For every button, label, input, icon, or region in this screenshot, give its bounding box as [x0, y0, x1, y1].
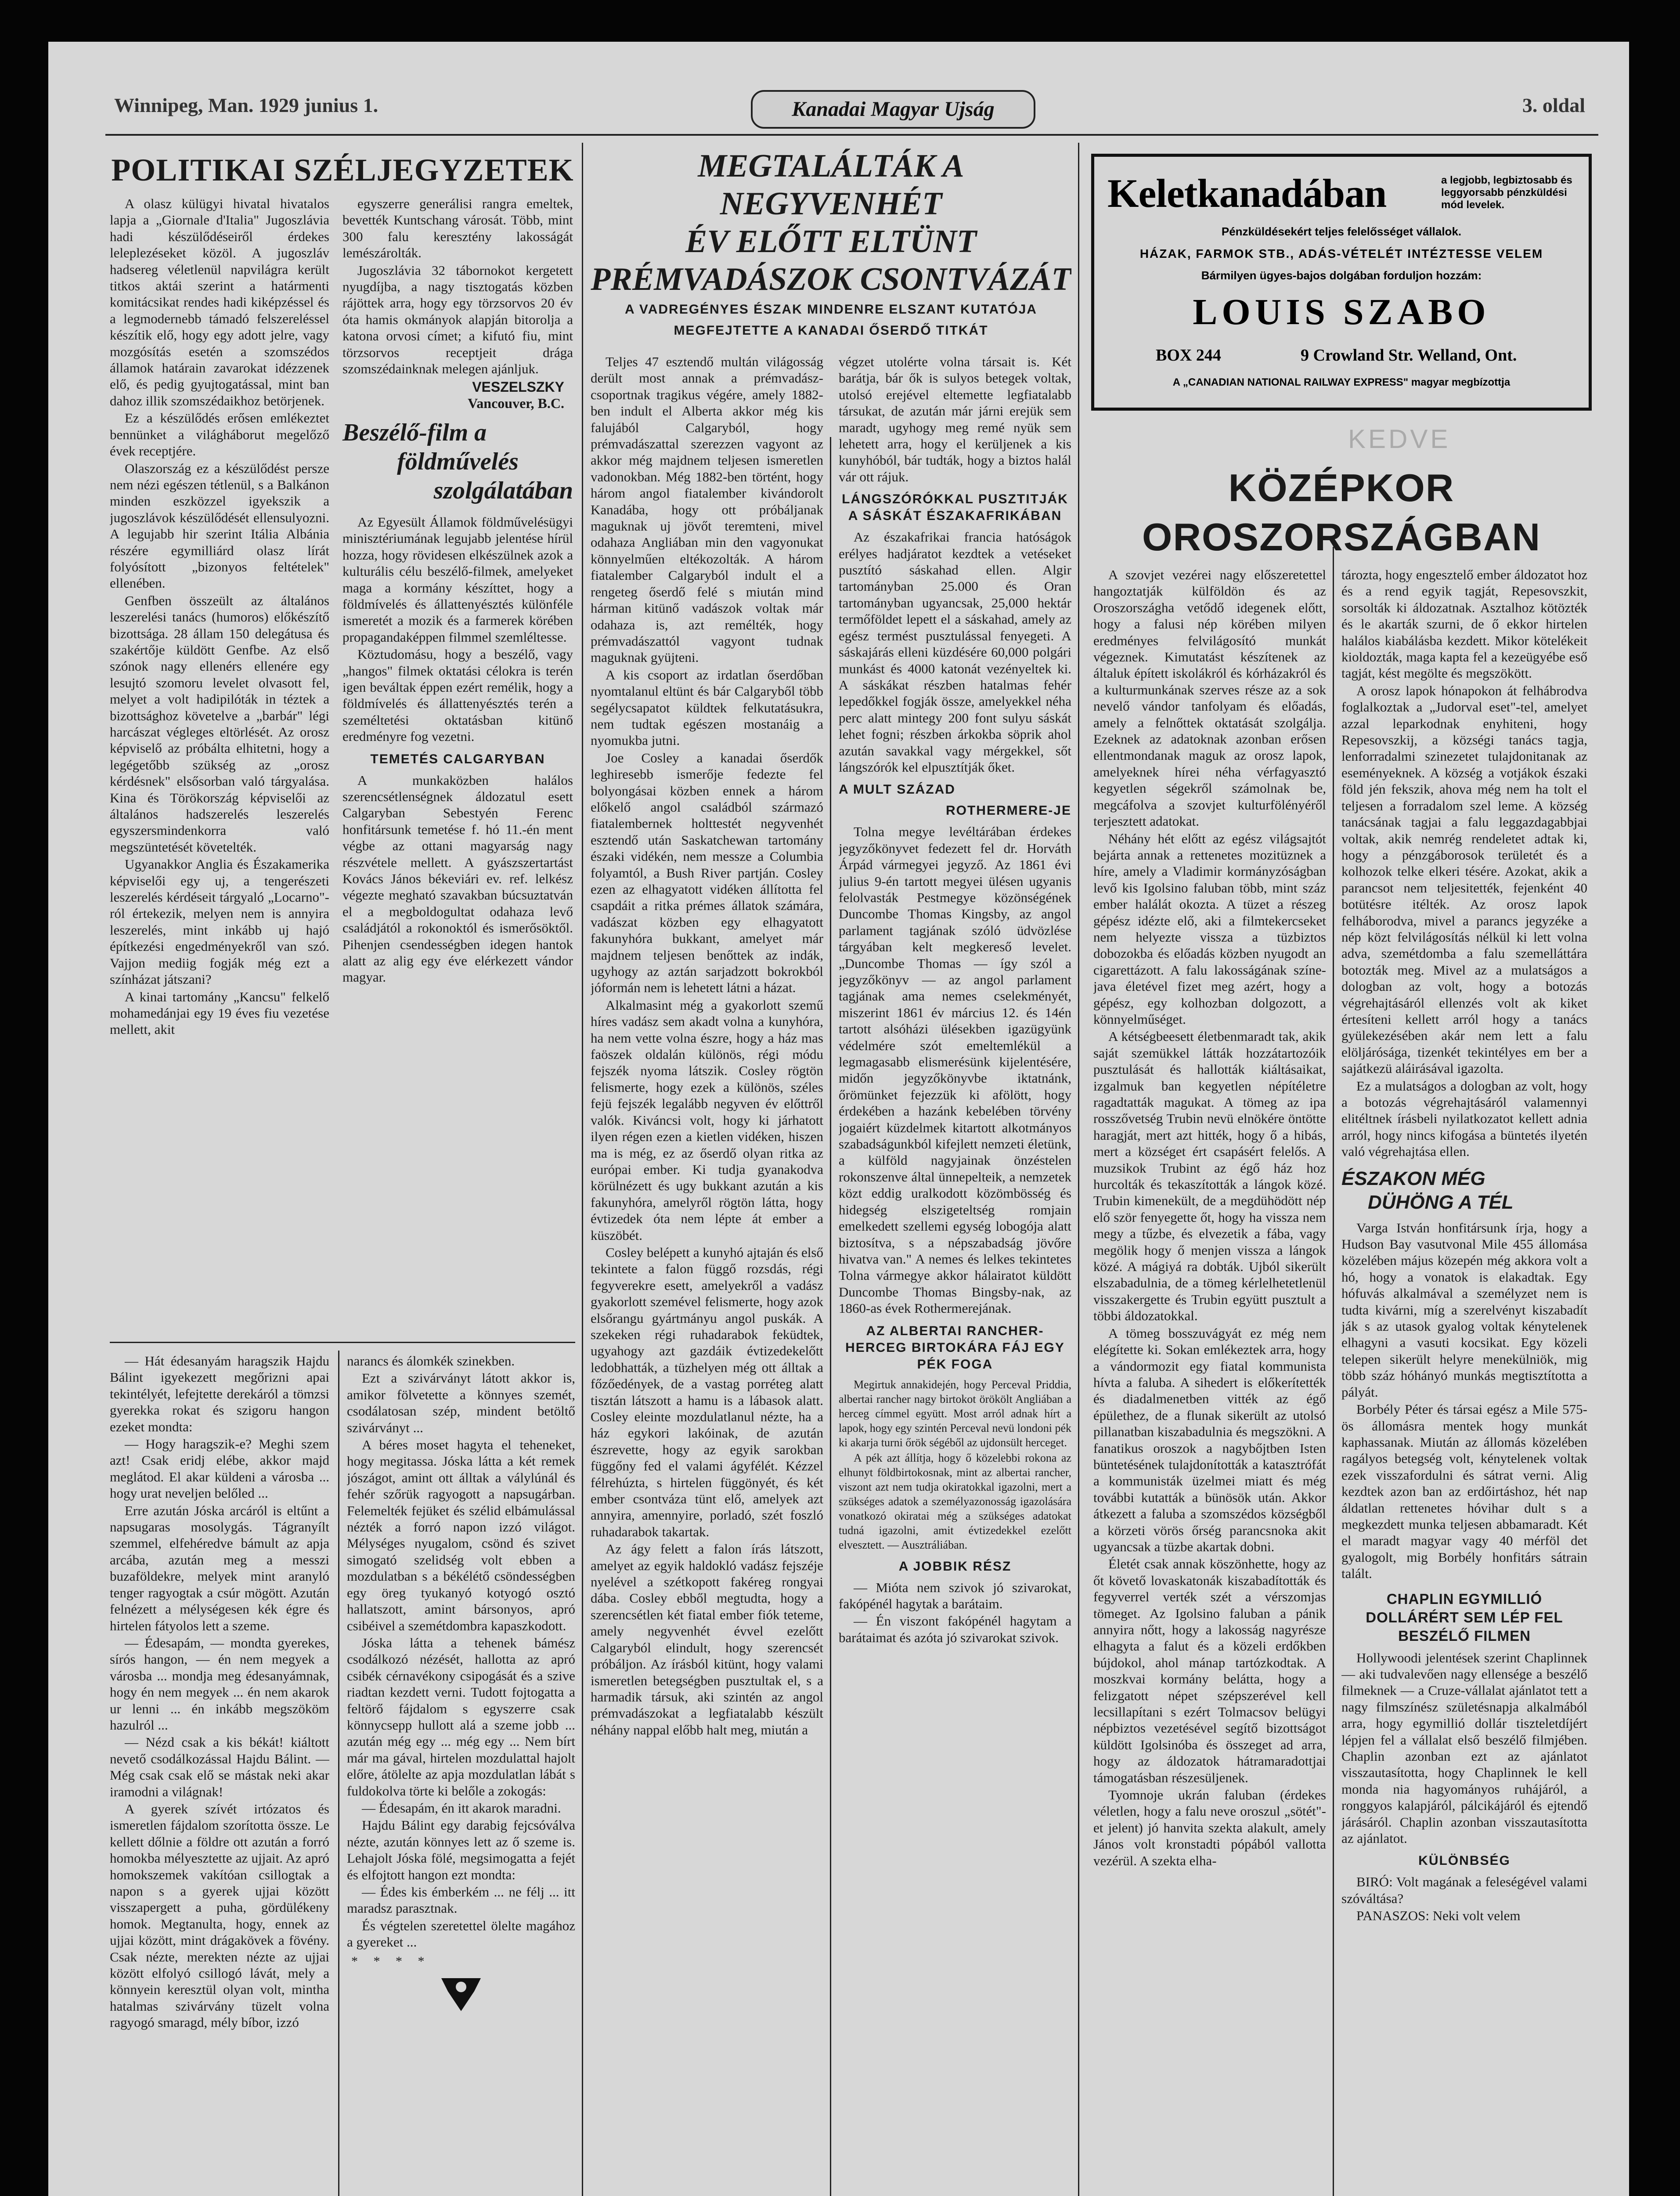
paragraph: Ugyanakkor Anglia és Északamerika képviselői egy uj, a tengerészeti leszerelés kérdéseit tárgyaló „Locarno"-ról értekezik, melyen nem is annyira leszerelés, mint inkább uj hajó építkezési engedményekről van szó. Vajjon mediig fogják még ezt a színházat játszani? — [110, 856, 329, 987]
column-5 — [1093, 567, 1326, 2196]
paragraph: Az Egyesült Államok földművelésügyi minisztériumának legujabb jelentése hírül hozza, hogy rövidesen elkészülnek azok a kulturális célu beszélő-filmek, amelyeket maga a kormány készíttet, hogy a földmívelés és állattenyésztés különféle ismeretét a mozik és a farmerek körében propagandaképpen filmmel szemléltesse. — [342, 514, 573, 645]
section-divider — [110, 1342, 575, 1343]
paragraph: A orosz lapok hónapokon át felhábrodva foglalkoztak a „Judorval eset"-tel, amelyet azzal leparkodnak enyhiteni, hogy Repesovszkij, a községi tanács tagja, lenforradalmi szinezetet tulajdonitanak az eseményeknek. A község a votjákok északi föld jén fekszik, ahova még nem ha tolt el teljesen a forradalom szel leme. A község tanácsának tagjai a falu leggazdagabbjai voltak, akik nemrég rendeletet adtak ki, hogy a pénzgáborosok területét és a kolhozok telke elkeri tésére. Azokat, akik a parancsot nem teljesitették, fejenként 40 botütésre itélték. Az orosz lapok felháborodva, mivel a parancs jegyzéke a nép közt felvilágosítás nélkül ki lett volna adva, szemétdomba a falu szemelláttára botozták meg. Mivel az a mulatságos a dologban az volt, hogy a botozás végrehajtásáról ellenzés volt ak kiket értesíteni kellett arról hogy a tanács gyülekezésében akár nem lett a falu elöljárósága, tizenkét tekintélyes em ber a sajátkezü aláirásával igazolta. — [1341, 683, 1587, 1076]
column-rule — [582, 143, 583, 2196]
column-politikai — [110, 152, 575, 1342]
paragraph: — Édesapám, — mondta gyerekes, sírós hangon, — én nem megyek a városba ... mondja meg édesanyámnak, hogy én nem megyek ... én nem akarok ur lenni ... én inkább megszököm hazulról ... — [110, 1635, 329, 1733]
section-title-albertai: AZ ALBERTAI RANCHER-HERCEG BIRTOKÁRA FÁJ EGY PÉK FOGA — [845, 1323, 1065, 1372]
paragraph: A olasz külügyi hivatal hivatalos lapja a „Giornale d'Italia" Jugoszlávia hadi készülődéseiről érdekes leleplezéseket közöl. A jugoszláv hadsereg véletlenül napvilágra került titkos aktái szerint a határmenti komitácsikat rendes hadi kiképzéssel és a legmodernebb támadó felszereléssel készítik elő, hogy egy adott jelre, vagy mozgósítás esetén a szomszédos államok határain zavarokat idézzenek elő, és pedig gyujtogatással, mint ban dahoz illik szomszédaikhoz betörjenek. — [110, 196, 329, 408]
headline-beszelo-film — [342, 418, 573, 505]
paragraph: A tömeg bosszuvágyát ez még nem elégítette ki. Sokan emlékeztek arra, hogy a vándormozit egy fiatal kommunista hívta a faluba. A sihedert is előkerítették és diadalmenetben vitték az égő épülethez, de a flunak sikerült az utolsó pillanatban kiszabadulnia és megszökni. A fanatikus oroszok a nagybőjtben Isten büntetésének tulajdonították a katasztrófát a kommunisták üzelmei miatt és még további kutatták a bünösök után. Akkor átkezett a faluba a szomszédos községből a körzeti vörös őrség parancsnoka akit ugyancsak a tüzbe akartak dobni. — [1093, 1325, 1326, 1554]
paragraph: És végtelen szeretettel ölelte magához a gyereket ... — [347, 1918, 575, 1950]
paragraph: — Hogy haragszik-e? Meghi szem azt! Csak eridj elébe, akkor majd meglátod. El akar küldeni a városba ... hogy urat neveljen belőled ... — [110, 1436, 329, 1501]
paragraph: Néhány hét előtt az egész világsajtót bejárta annak a rettenetes mozitüznek a híre, amely a Vladimir kormányzóságban levő kis Igolsino faluban több, mint száz ember halálát okozta. A tüzet a részeg gépész idézte elő, aki a filmtekercseket nem helyezte vissza a tüzbiztos dobozokba és előadás közben nyugodt an cigarettázott. A falu lakosságának színe-java életével fizet meg azért, hogy a gépész, egy kolhozban dolgozott, a könnyelműséget. — [1093, 831, 1326, 1027]
paragraph: Az északafrikai francia hatóságok erélyes hadjáratot kezdtek a vetéseket pusztító sáskahad ellen. Algir tartományban 25.000 és Oran tartományban ugyancsak, 25,000 hektár termőföldet lepett el a sáskahad, amely az egész termést pusztulással fenyegeti. A sáskajárás elleni küzdésére 60,000 polgári munkást és 4000 katonát vezényeltek ki. A sáskákat részben hatalmas fehér lepedőkkel fogják össze, amelyekkel néha perc alatt mintegy 200 font sulyu sáskát lehet fogni; részben árkokba söprik ahol azután savakkal vagy mérgekkel, sőt lángszórók kel elpusztítják őket. — [839, 529, 1071, 775]
column-6 — [1341, 567, 1587, 2196]
headline-line: Beszélő-film a — [342, 419, 487, 446]
paragraph: Varga István honfitársunk írja, hogy a Hudson Bay vasutvonal Mile 455 állomása közelében május közepén még akkora volt a hó, hogy a vonatok is elakadtak. Egy hófuvás alkalmával a személyzet nem is tudta kivárni, míg a szerelvényt kiszabadít ják s az utasok gyalog voltak kénytelenek elhagyni a vasuti kocsikat. Egy közeli telepen sikerült helyre menekülniök, mig több száz hóhányó munkás megtisztította a pályát. — [1341, 1220, 1587, 1400]
politikai-left — [110, 195, 329, 1039]
paragraph: A gyerek szívét irtózatos és ismeretlen fájdalom szorította össze. Le kellett dőlnie a földre ott azután a forró homokba mélyesztette az ujjait. Az apró homokszemek vakítóan csillogtak a napon s a gyerek ujjai között visszapergett a puha, gördülékeny homok. Megtanulta, hogy, ennek az ujjai között, mint drágakövek a fövény. Csak nézte, merekten nézte az ujjai között elfolyó csillogó lávát, mely a könnyein keresztül olyan volt, mintha hatalmas szivárvány tüzelt volna ragyogó smaragd, mély bíbor, izzó — [110, 1801, 329, 2030]
paragraph: Ezt a szivárványt látott akkor is, amikor fölvetette a könnyes szemét, csodálatosan szép, mindent betöltő szivárványt ... — [347, 1370, 575, 1435]
section-title-temetes: TEMETÉS CALGARYBAN — [370, 751, 545, 766]
subheadline: A VADREGÉNYES ÉSZAK MINDENRE ELSZANT KUTATÓJA — [625, 302, 1037, 317]
ad-tagline: a legjobb, legbiztosabb és leggyorsabb pénzküldési mód levelek. — [1441, 174, 1572, 211]
section-title-mult: A MULT SZÁZAD — [839, 782, 955, 797]
signature-place: Vancouver, B.C. — [468, 395, 564, 412]
dateline: Winnipeg, Man. 1929 junius 1. — [114, 94, 379, 116]
headline-line: MEGTALÁLTÁK A NEGYVENHÉT — [698, 148, 964, 222]
paragraph: A kétségbeesett életbenmaradt tak, akik saját szemükkel látták hozzátartozóik pusztulását és hallották kiáltásaikat, izgalmuk ban kegyetlen népítéletre ragadtatták magukat. A tömeg az ipa rosszővetség Trubin nevü elnökére öntötte haragját, mert azt hitték, hogy ő a hibás, mert a községet ért csapásért felelős. A muzsikok Trubint az égő ház hoz hurcolták és tekaszították a lángok közé. Trubin kimenekült, de a megdühödött nép elő ször fenyegette őt, hogy ha vissza nem megy a tűzbe, és elvezetik a fába, vagy megölik hogy ő menjen vissza a lángok közé. A mágiyá ra dobták. Ujból sikerült elszabadulnia, de a tömeg kérlelhetetlenül visszakergette és Trubin együtt pusztult a többi áldozatokkal. — [1093, 1029, 1326, 1324]
ad-brand: Keletkanadában — [1107, 171, 1387, 216]
paragraph: A szovjet vezérei nagy előszeretettel hangoztatják külföldön és az Oroszországha vetődő idegenek előtt, hogy a falusi nép körében milyen eredményes felvilágosító munkát végeznek. Kimutatást készítenek az általuk épített iskolákról és kórházakról és a kulturmunkának szerves része az a sok nevelő vándor tanfolyam és előadás, amely a felnőttek oktatását szolgálja. Ezeknek az adatoknak azonban erősen ellentmondanak maguk az orosz lapok, amelyeknek hírei néha vérfagyasztó kegyetlen ségekről számolnak be, megcáfolva a szovjet kulturfölényéről terjesztett adatokat. — [1093, 567, 1326, 829]
ad-address: 9 Crowland Str. Welland, Ont. — [1301, 346, 1517, 365]
paragraph: — Mióta nem szivok jó szivarokat, fakópénél hagytak a barátaim. — [839, 1579, 1071, 1611]
headline-politikai: POLITIKAI SZÉLJEGYZETEK — [111, 152, 574, 188]
column-3 — [591, 354, 823, 2196]
ghost-text: KEDVE — [1348, 424, 1451, 454]
politikai-right — [342, 195, 573, 986]
headline-line: szolgálatában — [433, 477, 573, 504]
paragraph: Ez a készülődés erősen emlékeztet bennünket a világháborut megelőző évek receptjére. — [110, 410, 329, 459]
page-number: 3. oldal — [1522, 94, 1585, 116]
paragraph: — Nézd csak a kis békát! kiáltott nevető csodálkozással Hajdu Bálint. — Még csak csak elő se mástak neki akar iramodni a világnak! — [110, 1734, 329, 1799]
subheadline: MEGFEJTETTE A KANADAI ŐSERDŐ TITKÁT — [674, 323, 988, 338]
paragraph: Teljes 47 esztendő multán világosság derült most annak a prémvadász-csoportnak tragikus végére, amely 1882-ben indult el Alberta akkor még kis falujából Calgaryból, hogy prémvadászattal szerezzen vagyont az akkor még majdnem teljesen ismeretlen vadonokban. Még 1882-ben történt, hogy három angol fiatalember kivándorolt Kanadába, hogy ott próbáljanak maguknak uj jövőt teremteni, mivel odahaza Angliában min den vagyonukat könnyelműen eltékozolták. A három fiatalember Calgaryból indult el a rengeteg őserdő felé s miután mind hárman kitünő vadászok voltak már odahaza is, azt remélték, hogy prémvadászattól vagyont tudnak maguknak gyüjteni. — [591, 354, 823, 665]
ad-name: LOUIS SZABO — [1193, 292, 1490, 332]
paragraph: A munkaközben halálos szerencsétlenségnek áldozatul esett Calgaryban Sebestyén Ferenc honfitársunk temetése f. hó 11.-én ment végbe az ottani magyarság nagy részvétele mellett. A gyászszertartást Kovács János békeviári ev. ref. lelkész végezte megható szavakban búcsuztatván el a megboldogultat odahaza levő családjától a rokonoktól és ismerősöktől. Pihenjen csendességben idegen hantok alatt az alig egy éve elérkezett vándor magyar. — [342, 772, 573, 985]
masthead: Kanadai Magyar Ujság — [751, 90, 1035, 129]
headline-line: ÉSZAKON MÉG — [1341, 1167, 1485, 1189]
column-rule — [1078, 143, 1079, 2196]
headline-line: PRÉMVADÁSZOK CSONTVÁZÁT — [591, 261, 1071, 297]
section-title-jobbik: A JOBBIK RÉSZ — [898, 1559, 1012, 1574]
top-rule — [105, 134, 1598, 136]
paragraph: Olaszország ez a készülődést persze nem nézi egészen tétlenül, s a Balkánon minden eszközzel igyekszik a jugoszlávok készülődését ellensulyozni. A legujabb hir szerint Itália Albánia részére egymilliárd olasz lírát folyósított „bizonyos feltételek" ellenében. — [110, 460, 329, 591]
paragraph: Jóska látta a tehenek bámész csodálkozó nézését, hallotta az apró csibék cérnavékony csipogását és a szive riadtan kezdett verni. Tudott fojtogatta a feltörő fájdalom s egyszerre csak könnycsepp hullott alá a szeme jobb ... azután még egy ... még egy ... Nem bírt már ma gával, hirtelen mozdulattal hajolt előre, átölelte az apja mozdulatlan lábát s fuldokolva törte ki belőle a zokogás: — [347, 1635, 575, 1799]
paragraph: Tolna megye levéltárában érdekes jegyzőkönyvet fedezett fel dr. Horváth Árpád vármegyei jegyző. Az 1861 évi julius 9-én tartott megyei ülésen ugyanis felolvasták Pestmegye közönségének Duncombe Thomas Kingsby, az angol parlament tagjának szóló üdvözlése tárgyában kelt megkereső levelet. „Duncombe Thomas — így szól a jegyzőkönyv — az angol parlament tagjának ama nemes cselekményét, miszerint 1861 év március 12. és 14én tartott alsóházi ülésekben igazügyünk védelmére szót emeltemlékül a legmagasabb elismerésünk kijelentésére, midőn jegyzőkönyvbe iktatnánk, őrömünket fejezzük ki afölött, hogy érdekében a hazánk kebelében törvény jogaiért küzdelmek kitartott alkotmányos szabadságunkból kifejlett nemzeti életünk, a külföld nagyjainak önzéstelen rokonszenve által ünnepelteik, a nemzetek közt eddig uralkodott közömbösség és hidegség elszigeteltség romjain emelkedett szellemi egység lobogója alatt biztosítva, s a népszabadság jövőre hivatva van." A nemes és lelkes tekintetes Tolna vármegye akkor hálairatot küldött Duncombe Thomas Bingsby-nak, az 1860-as évek Rothermerejának. — [839, 824, 1071, 1316]
headline-eszakon — [1341, 1167, 1587, 1214]
headline-line: DÜHÖNG A TÉL — [1368, 1191, 1514, 1213]
paragraph: Hollywoodi jelentések szerint Chaplinnek — aki tudvalevően nagy ellensége a beszélő filmeknek — a Cruze-vállalat ajánlatot tett a nagy filmszínész születésnapja alkalmából arra, hogy egymillió dollár tiszteletdíjért lépjen fel a vállalat első beszélő filmjében. Chaplin azonban ezt az ajánlatot visszautasította, hogy Chaplinnek le kell monda nia hagyományos ruhájáról, a ronggyos kalapjáról, pálcikájáról és ejtendő járásáról. Chaplin azonban visszautasította az ajánlatot. — [1341, 1650, 1587, 1846]
headline-line: OROSZORSZÁGBAN — [1142, 515, 1541, 559]
ad-line: A „CANADIAN NATIONAL RAILWAY EXPRESS" magyar megbízottja — [1172, 376, 1511, 388]
newspaper-page — [48, 42, 1629, 2196]
paragraph: — Édes kis émberkém ... ne félj ... itt maradsz parasztnak. — [347, 1884, 575, 1916]
section-title-langszoro: LÁNGSZÓRÓKKAL PUSZTITJÁK A SÁSKÁT ÉSZAKAFRIKÁBAN — [842, 492, 1068, 524]
column-rule — [338, 1351, 339, 2196]
column-story-left — [110, 1353, 329, 2196]
paragraph: Megirtuk annakidején, hogy Perceval Priddia, albertai rancher nagy birtokot örökölt Angliában a herceg címmel együtt. Most arról adnak hírt a lapok, hogy egy szintén Perceval nevü londoni pék ki akarja turni őrök ségéből az ujdonsült herceget. — [839, 1378, 1071, 1449]
headline-line: ÉV ELŐTT ELTÜNT — [685, 224, 977, 260]
paragraph: Cosley belépett a kunyhó ajtaján és első tekintete a falon függő rozsdás, régi fegyverekre esett, amelyekről a vadász gyakorlott szemével felismerte, hogy azok elsőrangu gyártmányu angol puskák. A szekeken régi ruhadarabok feküdtek, ugyahogy azt gazdáik évtizedekelőtt ledobhatták, a tüzhelyen még ott álltak a főzőedények, de a vastag porréteg alatt tisztán látszott a hamu is a lábasok alatt. Cosley eleinte mozdulatlanul nézte, ha a ház egykori lakóinak, de azután észrevette, hogy az egyik sarokban függőny fed el valami ágyfélét. Kézzel félrehúzta, s hirtelen függönyét, és két ember csontváza tünt elő, amelyek azt annyira, amennyire, porladó, szét foszló ruhadarabok takartak. — [591, 1244, 823, 1539]
paragraph: Alkalmasint még a gyakorlott szemű híres vadász sem akadt volna a kunyhóra, ha nem vette volna észre, hogy a ház mas faöszek oldalán különös, régi módu fejszék nyoma látszik. Cosley rögtön felismerte, hogy ezek a különös, széles fejü fejszék legalább negyven év előttről valók. Kiváncsi volt, hogy ki járhatott ilyen régen ezen a kietlen vidéken, hiszen ma is még, ez az őserdő olyan ritka az európai ember. Ki tudja gyanakodva körülnézett és ugy bukkant azután a kis fakunyhóra, amelyről rögtön látta, hogy évtizedek óta nem lépte át ember a küszöbét. — [591, 997, 823, 1243]
paragraph: Joe Cosley a kanadai őserdők leghiresebb ismerője fedezte fel bolyongásai közben ennek a három előkelő angol családból származó fiatalembernek holttestét negyvenhét esztendő után Saskatchewan tartomány északi vidékén, nem messze a Columbia folyamtól, a Bush River partján. Cosley ezen az elhagyatott vidéken állította fel csapdáit a ritka prémes állatok számára, vadászat közben egy elhagyatott fakunyhóra bukkant, amelyet már majdnem teljesen benőttek az indák, ugyhogy az aztán sarjadzott bokrokból jóformán nem is lehetett látni a házat. — [591, 750, 823, 996]
headline-chaplin: CHAPLIN EGYMILLIÓ DOLLÁRÉRT SEM LÉP FEL BESZÉLŐ FILMEN — [1366, 1590, 1563, 1644]
paragraph: Ez a mulatságos a dologban az volt, hogy a botozás végrehajtásáról valamennyi elitéltnek írásbeli nyilatkozatot kellett adnia arról, hogy nincs kifogása a büntetés ilyetén való végrehajtása ellen. — [1341, 1078, 1587, 1159]
paragraph: Borbély Péter és társai egész a Mile 575-ös állomásra mentek hogy munkát kaphassanak. Miután az állomás közelében ragályos betegség volt, kénytelenek voltak ezek visszafordulni és sátrat verni. Alig kezdtek azon ban az erdőirtáshoz, hét nap áldatlan rettenetes hóvihar dult s a megkezdett munka teljesen abbamaradt. Két el maradt magyar vagy 40 mérföl det gyalogolt, mig Borbély honfitárs sátrain talált. — [1341, 1401, 1587, 1582]
paragraph: — Én viszont fakópénél hagytam a barátaimat és azóta jó szivarokat szivok. — [839, 1613, 1071, 1645]
ornament-icon — [347, 1974, 575, 2013]
paragraph: Genfben összeült az általános leszerelési tanács (humoros) előkészítő bizottsága. 28 állam 150 delegátusa és szakértője küldött Genfbe. Az első szónok nagy ellenérs ellenére egy lesujtó szomoru levelet olvasott fel, melyet a volt hadipilóták in téztek a bizottsághoz követelve a „barbár" légi harcászat végleges eltörlését. Az orosz képviselő az próbálta elhitetni, hogy a legégetőbb szükség az „orosz kérdésnek" elsősorban való tárgyalása. Kina és Törökország képviselői az általános hadszerelés leszerelés egyszersmindenkorra való megszüntetését követelték. — [110, 592, 329, 855]
paragraph: Jugoszlávia 32 tábornokot kergetett nyugdíjba, a nagy tisztogatás közben rájöttek arra, hogy egy törzsorvos 20 év óta hamis okmányok alapján bitorolja a katona orvosi címet; a kifutó fiu, mint törzsorvos receptjeit drága szomszédainknak melegen ajánljuk. — [342, 262, 573, 377]
paragraph: PANASZOS: Neki volt velem — [1356, 1908, 1521, 1924]
paragraph: Erre azután Jóska arcáról is eltűnt a napsugaras mosolygás. Tágranyílt szemmel, elfehéredve bámult az apja arcába, azután meg a messzi buzaföldekre, melyek mint aranyló tenger ragyogtak a csúr mögött. Azután felnézett a mélységesen kék égre és hirtelen fátyolos lett a szeme. — [110, 1503, 329, 1633]
separator-stars: * * * * — [351, 1954, 431, 1968]
paragraph: egyszerre generálisi rangra emeltek, bevették Kuntschang városát. Több, mint 300 falu keresztény lakosságát lemészárolták. — [342, 196, 573, 261]
paragraph: Köztudomásu, hogy a beszélő, vagy „hangos" filmek oktatási célokra is terén igen beváltak éppen ezért remélik, hogy a földmívelés és állattenyésztés terén a személtetési oktatásban kitünő eredményre fog vezetni. — [342, 647, 573, 744]
paragraph: Hajdu Bálint egy darabig fejcsóválva nézte, azután könnyes lett az ő szeme is. Lehajolt Jóska fölé, megsimogatta a fejét és elfojtott hangon ezt mondta: — [347, 1817, 575, 1882]
column-story-right — [347, 1353, 575, 2196]
paragraph: — Hát édesanyám haragszik Hajdu Bálint igyekezett megőrizni apai tekintélyét, lefejtette derekáról a tömzsi gyerekka rokat és szigoru hangon ezeket mondta: — [110, 1353, 329, 1434]
column-rule — [1333, 547, 1334, 2196]
section-title-kulonbseg: KÜLÖNBSÉG — [1418, 1853, 1511, 1868]
paragraph: A kis csoport az irdatlan őserdőban nyomtalanul eltünt és bár Calgaryből több segélycsapatot küldtek felkutatásukra, nem tudtak egészen mostanáig a nyomukba jutni. — [591, 667, 823, 748]
ad-line: HÁZAK, FARMOK STB., ADÁS-VÉTELÉT INTÉZTESSE VELEM — [1139, 247, 1543, 260]
column-rule — [830, 437, 831, 2196]
paragraph: Az ágy felett a falon írás látszott, amelyet az egyik haldokló vadász fejszéje nyelével a szétkopott fakéreg rongyai dába. Cosley ebből megtudta, hogy a szerencsétlen két fiatal ember fiók teteme, amely negyvenhét évvel ezelőtt Calgaryból elindult, hogy szerencsét próbáljon. Az írásból kitünt, hogy valami ismeretlen betegségben pusztultak el, s a harmadik társuk, aki szintén az angol prémvadászokat a legfiatalabb készült néhány nappal előbb halt meg, miután a — [591, 1541, 823, 1737]
paragraph: A béres moset hagyta el teheneket, hogy megitassa. Jóska látta a két remek jószágot, amint ott álltak a válylúnál és fehér szőrük ragyogott a napsugárban. Felemelték fejüket és szélid elbámulással nézték a forró napon izzó világot. Mélységes nyugalom, csönd és szivet simogató szelidség volt ebben a mozdulatban s a békélétő csöndességben egy öreg tyukanyó kotyogó osztó hallatszott, amint bársonyos, apró csibéivel a szemétdombra kapaszkodott. — [347, 1437, 575, 1633]
headline-line: földművelés — [397, 448, 519, 475]
headline-line: KÖZÉPKOR — [1228, 466, 1455, 509]
section-title-rothermere: ROTHERMERE-JE — [945, 803, 1071, 818]
ad-line: Pénzküldésekért teljes felelősséget vállalok. — [1221, 225, 1462, 238]
column-4 — [839, 354, 1071, 2196]
ad-box: BOX 244 — [1156, 346, 1221, 365]
paragraph: Tyomnoje ukrán faluban (érdekes véletlen, hogy a falu neve oroszul „sötét"-et jelent) jó hanvita szekta alakult, amely János volt kronstadti pópából vallotta vezérül. A szekta elha- — [1093, 1787, 1326, 1868]
paragraph: Életét csak annak köszönhette, hogy az őt követő lovaskatonák kiszabadították és fegyverrel verték szét a vérszomjas tömeget. Az Igolsino faluban a pánik annyira nőtt, hogy a lakosság nagyrésze elhagyta a falut és a közeli erdőkben bújdokol, ahol mánap tartózkodtak. A moszkvai kormány belátta, hogy a felizgatott népet szépszerével kell lecsillapítani s ezért Tolmacsov belügyi népbiztos vezetésével segítő bizottságot küldött Igolsinóba és összeget ad arra, hogy az áldozatok hátramaradottjai támogatásban részesüljenek. — [1093, 1556, 1326, 1785]
ad-louis-szabo — [1091, 154, 1592, 411]
headline-kozepkor — [1093, 463, 1590, 564]
paragraph: narancs és álomkék szinekben. — [347, 1353, 515, 1369]
signature-name: VESZELSZKY — [472, 379, 564, 395]
paragraph: BIRÓ: Volt magának a feleségével valami szóváltása? — [1341, 1874, 1587, 1906]
ad-line: Bármilyen ügyes-bajos dolgában forduljon hozzám: — [1201, 269, 1482, 282]
paragraph: végzet utolérte volna társait is. Két barátja, bár ők is sulyos betegek voltak, utolsó erejével eltemette legfiatalabb társukat, de azután már járni erejük sem maradt, ugyhogy meg remé nyük sem lehetett arra, hogy el kerüljenek a kis kunyhóból, bár tudták, hogy a biztos halál vár ott rájuk. — [839, 354, 1071, 484]
paragraph: A pék azt állítja, hogy ő közelebbi rokona az elhunyt földbirtokosnak, mint az albertai rancher, viszont azt nem tudja okiratokkal igazolni, mert a szükséges adatok a személyazonosság igazolására vonatkozó okiratai még a szükséges adatokat tudná igazolni, amit évtizedekkel ezelőtt elvesztett. — Ausztráliában. — [839, 1451, 1071, 1551]
paragraph: tározta, hogy engesztelő ember áldozatot hoz és a rend egyik tagját, Repesovszkit, sorsolták ki áldozatnak. Asztalhoz kötözték és le akarták szurni, de ő ekkor hirtelen halálos kiabálásba kezdett. Mikor kötelékeit kioldozták, maga kapta fel a kezeügyébe eső tagját, kést megölte és megszökött. — [1341, 567, 1587, 681]
paragraph: — Édesapám, én itt akarok maradni. — [362, 1800, 561, 1816]
paragraph: A kinai tartomány „Kancsu" felkelő mohamedánjai egy 19 éves fiu vezetése mellett, akit — [110, 989, 329, 1037]
